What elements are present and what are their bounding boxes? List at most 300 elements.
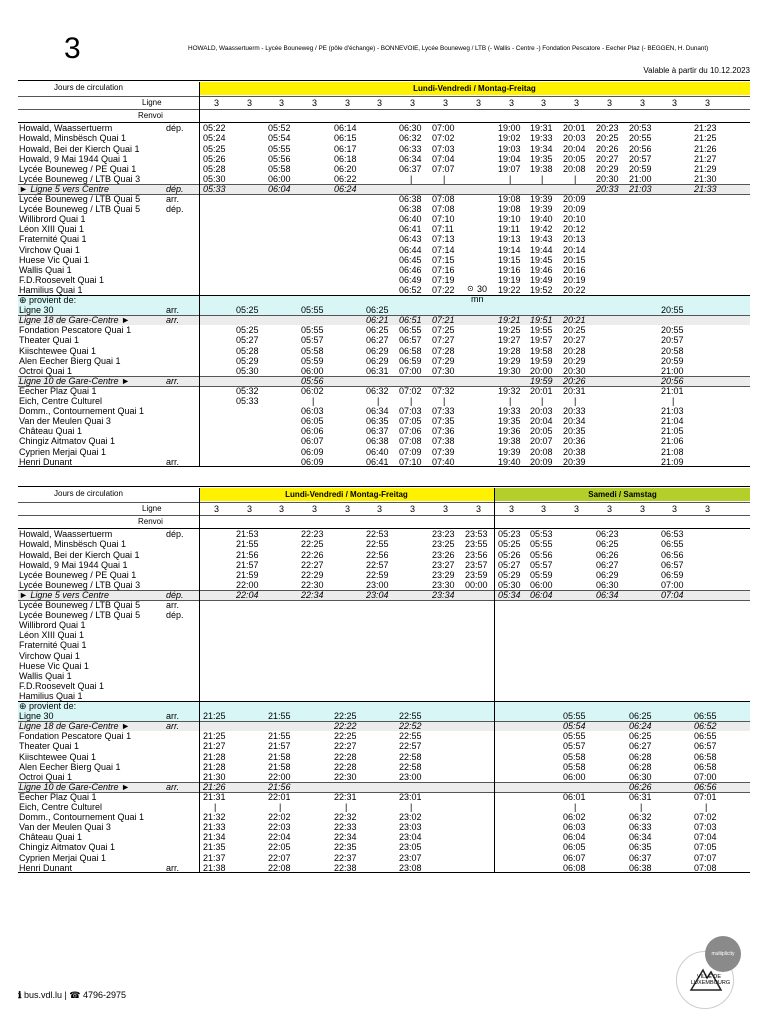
departure-time: 06:45	[399, 254, 422, 265]
departure-time: 07:39	[432, 446, 455, 457]
departure-time: 05:57	[301, 335, 324, 346]
departure-time: 06:34	[596, 589, 619, 600]
vdl-logo-text: VILLE DE LUXEMBOURG	[691, 974, 731, 986]
departure-time: 22:59	[366, 569, 389, 580]
departure-time: 05:56	[530, 549, 553, 560]
departure-time: 07:02	[399, 385, 422, 396]
departure-time: 21:33	[203, 822, 226, 833]
departure-time: 21:05	[661, 426, 684, 437]
departure-time: 07:04	[694, 832, 717, 843]
departure-time: 06:56	[661, 549, 684, 560]
departure-time: 06:31	[629, 791, 652, 802]
departure-time: 22:55	[366, 539, 389, 550]
departure-time: 06:27	[629, 741, 652, 752]
stop-name: F.D.Roosevelt Quai 1	[19, 274, 105, 285]
departure-time: 21:35	[203, 842, 226, 853]
stop-name: Château Quai 1	[19, 426, 83, 437]
departure-time: 05:52	[268, 123, 291, 134]
stop-name: Howald, 9 Mai 1944 Quai 1	[19, 559, 128, 570]
pass-through-mark: |	[541, 396, 544, 406]
departure-time: 06:37	[629, 852, 652, 863]
departure-time: 06:29	[366, 345, 389, 356]
departure-time: 07:35	[432, 416, 455, 427]
departure-time: 19:13	[498, 234, 521, 245]
departure-time: 23:57	[465, 559, 488, 570]
stop-name: Kiischtewee Quai 1	[19, 345, 97, 356]
arr-dep-label: arr.	[166, 711, 180, 722]
departure-time: 19:51	[530, 315, 553, 326]
arr-dep-label: dép.	[166, 123, 184, 134]
departure-time: 23:05	[399, 842, 422, 853]
departure-time: 06:56	[694, 781, 717, 792]
departure-time: 06:55	[694, 711, 717, 722]
departure-time: 00:00	[465, 579, 488, 590]
arr-dep-label: dép.	[166, 529, 184, 540]
departure-time: 21:26	[694, 143, 717, 154]
departure-time: 06:04	[530, 589, 553, 600]
departure-time: 05:54	[563, 721, 586, 732]
departure-time: 19:07	[498, 163, 521, 174]
departure-time: 06:57	[661, 559, 684, 570]
stop-name: Ligne 18 de Gare-Centre ►	[19, 315, 130, 326]
departure-time: 06:02	[563, 812, 586, 823]
arr-dep-label: dép.	[166, 183, 184, 194]
departure-time: 22:58	[399, 751, 422, 762]
stop-name: Fraternité Quai 1	[19, 640, 87, 651]
departure-time: 21:37	[203, 852, 226, 863]
departure-time: 06:46	[399, 264, 422, 275]
departure-time: 06:32	[366, 385, 389, 396]
departure-time: 19:44	[530, 244, 553, 255]
stop-name: Van der Meulen Quai 3	[19, 416, 111, 427]
departure-time: 20:04	[563, 143, 586, 154]
departure-time: 06:29	[366, 355, 389, 366]
pass-through-mark: |	[312, 396, 315, 406]
stop-name: Fondation Pescatore Quai 1	[19, 731, 132, 742]
table-bottom-rule	[18, 466, 750, 467]
stop-name: Kiischtewee Quai 1	[19, 751, 97, 762]
departure-time: 21:58	[268, 751, 291, 762]
departure-time: 22:34	[301, 589, 324, 600]
departure-time: 06:40	[399, 214, 422, 225]
departure-time: 20:56	[661, 375, 684, 386]
departure-time: 07:08	[432, 204, 455, 215]
departure-time: 19:33	[498, 406, 521, 417]
frequency-label: 30	[477, 283, 488, 294]
departure-time: 19:49	[530, 274, 553, 285]
departure-time: 22:56	[366, 549, 389, 560]
departure-time: 06:25	[366, 305, 389, 316]
departure-time: 06:18	[334, 153, 357, 164]
departure-time: 20:22	[563, 284, 586, 295]
arr-dep-label: dép.	[166, 204, 184, 215]
departure-time: 22:28	[334, 761, 357, 772]
departure-time: 20:21	[563, 315, 586, 326]
stop-name: ⊕ provient de:	[19, 295, 77, 305]
pass-through-mark: |	[443, 396, 446, 406]
departure-time: 20:55	[629, 133, 652, 144]
departure-time: 06:26	[629, 781, 652, 792]
departure-time: 20:08	[563, 163, 586, 174]
departure-time: 06:37	[399, 163, 422, 174]
departure-time: 21:00	[661, 365, 684, 376]
departure-time: 23:00	[366, 579, 389, 590]
departure-time: 06:28	[629, 751, 652, 762]
departure-time: 06:24	[334, 183, 357, 194]
departure-time: 05:25	[236, 325, 259, 336]
departure-time: 20:29	[563, 355, 586, 366]
row-rule	[18, 295, 750, 296]
line-value: 3	[214, 98, 220, 108]
departure-time: 06:22	[334, 173, 357, 184]
line-value: 3	[541, 98, 547, 108]
departure-time: 22:22	[334, 721, 357, 732]
departure-time: 19:39	[498, 446, 521, 457]
departure-time: 19:31	[530, 123, 553, 134]
departure-time: 20:56	[629, 143, 652, 154]
departure-time: 06:41	[366, 456, 389, 467]
pass-through-mark: |	[640, 802, 643, 812]
departure-time: 06:59	[661, 569, 684, 580]
stop-name: Theater Quai 1	[19, 335, 80, 346]
departure-time: 22:25	[301, 539, 324, 550]
departure-time: 07:08	[694, 862, 717, 873]
departure-time: 06:57	[399, 335, 422, 346]
stop-name: Château Quai 1	[19, 832, 83, 843]
departure-time: 05:33	[203, 183, 226, 194]
footer-contact[interactable]	[18, 990, 126, 1000]
line-value: 3	[509, 504, 515, 514]
departure-time: 22:04	[236, 589, 259, 600]
departure-time: 05:54	[268, 133, 291, 144]
departure-time: 21:29	[694, 163, 717, 174]
departure-time: 20:19	[563, 274, 586, 285]
departure-time: 07:03	[399, 406, 422, 417]
departure-time: 19:30	[498, 365, 521, 376]
departure-time: 07:00	[399, 365, 422, 376]
departure-time: 22:25	[334, 711, 357, 722]
departure-time: 05:59	[301, 355, 324, 366]
departure-time: 06:05	[563, 842, 586, 853]
departure-time: 20:09	[563, 204, 586, 215]
departure-time: 22:55	[399, 711, 422, 722]
renvoi-row-rule	[18, 109, 750, 110]
stop-name: Lycée Bouneweg / LTB Quai 5	[19, 204, 141, 215]
departure-time: 22:55	[399, 731, 422, 742]
departure-time: 06:01	[563, 791, 586, 802]
line-value: 3	[476, 98, 482, 108]
departure-time: 19:52	[530, 284, 553, 295]
departure-time: 22:07	[268, 852, 291, 863]
departure-time: 22:33	[334, 822, 357, 833]
pass-through-mark: |	[574, 802, 577, 812]
departure-time: 21:28	[203, 761, 226, 772]
departure-time: 22:05	[268, 842, 291, 853]
days-label: Jours de circulation	[54, 83, 123, 92]
departure-time: 05:55	[530, 539, 553, 550]
stop-name: Van der Meulen Quai 3	[19, 822, 111, 833]
stop-name: Eecher Plaz Quai 1	[19, 385, 97, 396]
weekday-label: Lundi-Vendredi / Montag-Freitag	[285, 490, 408, 499]
departure-time: 21:26	[203, 781, 226, 792]
departure-time: 06:00	[530, 579, 553, 590]
stop-name: Henri Dunant	[19, 456, 73, 467]
departure-time: 06:15	[334, 133, 357, 144]
departure-time: 06:38	[366, 436, 389, 447]
stop-name: Howald, Bei der Kierch Quai 1	[19, 143, 140, 154]
departure-time: 05:25	[236, 305, 259, 316]
departure-time: 20:39	[563, 456, 586, 467]
departure-time: 07:21	[432, 315, 455, 326]
departure-time: 21:59	[236, 569, 259, 580]
departure-time: 06:04	[563, 832, 586, 843]
table-top-rule	[18, 486, 750, 487]
departure-time: 07:29	[432, 355, 455, 366]
departure-time: 05:58	[301, 345, 324, 356]
line-value: 3	[214, 504, 220, 514]
departure-time: 06:32	[629, 812, 652, 823]
line-value: 3	[247, 504, 253, 514]
stop-name: Lycée Bouneweg / LTB Quai 5	[19, 600, 141, 610]
col-divider	[199, 82, 200, 466]
line-value: 3	[377, 504, 383, 514]
stop-name: ► Ligne 5 vers Centre	[19, 183, 109, 194]
departure-time: 06:52	[694, 721, 717, 732]
pass-through-mark: |	[574, 396, 577, 406]
departure-time: 07:11	[432, 224, 454, 235]
departure-time: 21:33	[694, 183, 717, 194]
departure-time: 07:32	[432, 385, 455, 396]
departure-time: 05:22	[203, 123, 226, 134]
arr-dep-label: arr.	[166, 305, 180, 316]
departure-time: 21:08	[661, 446, 684, 457]
line-value: 3	[410, 504, 416, 514]
departure-time: 21:25	[203, 731, 226, 742]
departure-time: 07:09	[399, 446, 422, 457]
departure-time: 20:23	[596, 123, 619, 134]
stop-name: Eich, Centre Culturel	[19, 396, 103, 406]
departure-time: 20:35	[563, 426, 586, 437]
departure-time: 21:56	[236, 549, 259, 560]
departure-time: 22:03	[268, 822, 291, 833]
table-top-rule	[18, 80, 750, 81]
line-value: 3	[443, 98, 449, 108]
departure-time: 20:27	[596, 153, 619, 164]
departure-time: 06:28	[629, 761, 652, 772]
arr-dep-label: arr.	[166, 721, 180, 732]
pass-through-mark: |	[410, 396, 413, 406]
departure-time: 21:30	[694, 173, 717, 184]
departure-time: 06:34	[366, 406, 389, 417]
departure-time: 06:06	[301, 426, 324, 437]
departure-time: 06:41	[399, 224, 422, 235]
valid-from-date: Valable à partir du 10.12.2023	[643, 66, 750, 75]
departure-time: 19:45	[530, 254, 553, 265]
col-divider	[494, 488, 495, 872]
departure-time: 22:32	[334, 812, 357, 823]
departure-time: 21:27	[203, 741, 226, 752]
departure-time: 05:32	[236, 385, 259, 396]
departure-time: 05:55	[301, 305, 324, 316]
departure-time: 19:03	[498, 143, 521, 154]
departure-time: 07:05	[694, 842, 717, 853]
stop-name: Howald, Minsbësch Quai 1	[19, 133, 127, 144]
line-value: 3	[345, 98, 351, 108]
departure-time: 22:37	[334, 852, 357, 863]
line-value: 3	[574, 98, 580, 108]
departure-time: 06:38	[629, 862, 652, 873]
departure-time: 20:15	[563, 254, 586, 265]
stop-name: Lycée Bouneweg / LTB Quai 3	[19, 579, 141, 590]
departure-time: 19:21	[498, 315, 521, 326]
departure-time: 07:02	[694, 812, 717, 823]
stop-name: ⊕ provient de:	[19, 701, 77, 711]
departure-time: 19:57	[530, 335, 553, 346]
departure-time: 06:51	[399, 315, 422, 326]
departure-time: 21:31	[203, 791, 226, 802]
departure-time: 06:38	[399, 194, 422, 204]
departure-time: 22:27	[334, 741, 357, 752]
departure-time: 05:28	[236, 345, 259, 356]
departure-time: 19:02	[498, 133, 521, 144]
footer-text: bus.vdl.lu | ☎ 4796-2975	[23, 990, 127, 1000]
departure-time: 19:38	[530, 163, 553, 174]
days-label: Jours de circulation	[54, 489, 123, 498]
departure-time: 23:01	[399, 791, 422, 802]
multiplicity-logo: multiplicity	[705, 936, 741, 972]
departure-time: 06:55	[694, 731, 717, 742]
departure-time: 05:55	[563, 731, 586, 742]
stop-name: Willibrord Quai 1	[19, 214, 86, 225]
departure-time: 07:40	[432, 456, 455, 467]
stop-name: Chingiz Aitmatov Quai 1	[19, 842, 116, 853]
departure-time: 20:01	[530, 385, 553, 396]
departure-time: 21:34	[203, 832, 226, 843]
departure-time: 19:55	[530, 325, 553, 336]
departure-time: 05:24	[203, 133, 226, 144]
departure-time: 05:53	[530, 529, 553, 540]
pass-through-mark: |	[509, 173, 512, 184]
stop-name: Domm., Contournement Quai 1	[19, 406, 145, 417]
departure-time: 19:11	[498, 224, 520, 235]
departure-time: 06:29	[596, 569, 619, 580]
stop-name: Alen Eecher Bierg Quai 1	[19, 355, 121, 366]
departure-time: 21:25	[203, 711, 226, 722]
stop-name: Fondation Pescatore Quai 1	[19, 325, 132, 336]
stop-name: Chingiz Aitmatov Quai 1	[19, 436, 116, 447]
col-divider	[199, 488, 200, 872]
departure-time: 05:25	[498, 539, 521, 550]
departure-time: 06:34	[399, 153, 422, 164]
stop-name: Octroi Quai 1	[19, 771, 73, 782]
departure-time: 06:24	[629, 721, 652, 732]
departure-time: 19:40	[498, 456, 521, 467]
departure-time: 06:55	[661, 539, 684, 550]
departure-time: 20:13	[563, 234, 586, 245]
departure-time: 07:25	[432, 325, 455, 336]
departure-time: 06:08	[563, 862, 586, 873]
departure-time: 22:38	[334, 862, 357, 873]
departure-time: 22:58	[399, 761, 422, 772]
departure-time: 06:27	[596, 559, 619, 570]
departure-time: 22:23	[301, 529, 324, 540]
stop-name: Theater Quai 1	[19, 741, 80, 752]
departure-time: 23:59	[465, 569, 488, 580]
departure-time: 19:27	[498, 335, 521, 346]
departure-time: 07:00	[661, 579, 684, 590]
departure-time: 20:57	[629, 153, 652, 164]
line-value: 3	[541, 504, 547, 514]
departure-time: 19:38	[498, 436, 521, 447]
departure-time: 07:04	[432, 153, 455, 164]
stop-name: Léon XIII Quai 1	[19, 224, 85, 235]
pass-through-mark: |	[410, 802, 413, 812]
stop-name: Virchow Quai 1	[19, 650, 80, 661]
pass-through-mark: |	[345, 802, 348, 812]
departure-time: 06:34	[629, 832, 652, 843]
departure-time: 20:55	[661, 325, 684, 336]
departure-time: 05:58	[563, 761, 586, 772]
departure-time: 20:12	[563, 224, 586, 235]
departure-time: 07:08	[432, 194, 455, 204]
departure-time: 22:30	[301, 579, 324, 590]
departure-time: 07:07	[432, 163, 455, 174]
line-value: 3	[705, 504, 711, 514]
departure-time: 06:55	[399, 325, 422, 336]
frequency-unit: mn	[471, 293, 484, 304]
line-row-rule	[18, 96, 750, 97]
departure-time: 19:46	[530, 264, 553, 275]
departure-time: 19:35	[498, 416, 521, 427]
departure-time: 23:29	[432, 569, 455, 580]
arr-dep-label: arr.	[166, 862, 180, 873]
departure-time: 06:32	[399, 133, 422, 144]
departure-time: 19:29	[498, 355, 521, 366]
departure-time: 19:08	[498, 204, 521, 215]
stop-name: Howald, 9 Mai 1944 Quai 1	[19, 153, 128, 164]
departure-time: 21:28	[203, 751, 226, 762]
departure-time: 19:15	[498, 254, 521, 265]
departure-time: 06:07	[563, 852, 586, 863]
line-value: 3	[443, 504, 449, 514]
pass-through-mark: |	[410, 173, 413, 184]
departure-time: 22:08	[268, 862, 291, 873]
departure-time: 07:30	[432, 365, 455, 376]
departure-time: 05:57	[530, 559, 553, 570]
departure-time: 19:22	[498, 284, 521, 295]
departure-time: 06:00	[268, 173, 291, 184]
line-value: 3	[410, 98, 416, 108]
departure-time: 23:34	[432, 589, 455, 600]
departure-time: 05:30	[236, 365, 259, 376]
departure-time: 22:34	[334, 832, 357, 843]
departure-time: 06:35	[366, 416, 389, 427]
departure-time: 22:31	[334, 791, 357, 802]
departure-time: 19:00	[498, 123, 521, 134]
departure-time: 06:58	[694, 751, 717, 762]
departure-time: 19:39	[530, 204, 553, 215]
departure-time: 05:34	[498, 589, 521, 600]
departure-time: 21:55	[236, 539, 259, 550]
departure-time: 20:25	[596, 133, 619, 144]
departure-time: 21:55	[268, 731, 291, 742]
line-value: 3	[345, 504, 351, 514]
stop-name: Hamilius Quai 1	[19, 284, 83, 295]
stop-name: Lycée Bouneweg / LTB Quai 3	[19, 173, 141, 184]
arr-dep-label: arr.	[166, 781, 180, 792]
departure-time: 07:14	[432, 244, 455, 255]
departure-time: 23:07	[399, 852, 422, 863]
